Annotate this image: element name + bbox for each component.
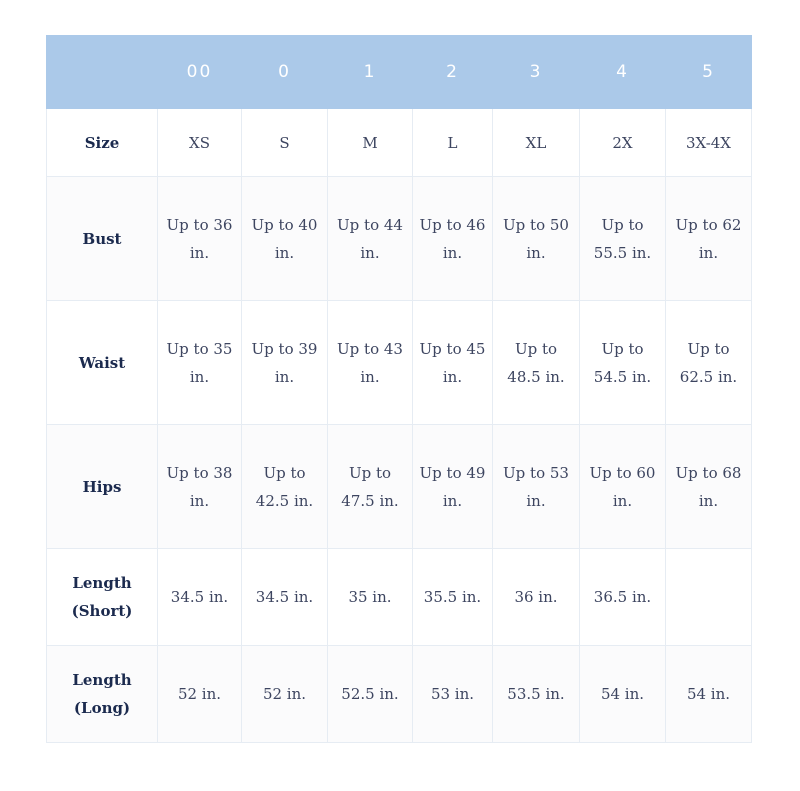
table-row-waist: [47, 301, 752, 425]
table-cell: [666, 549, 752, 646]
table-cell: Up to 45 in.: [413, 301, 493, 425]
row-label-hips: Hips: [47, 425, 158, 549]
table-cell: L: [413, 109, 493, 177]
table-row-bust: [47, 177, 752, 301]
header-size-3: 3: [493, 36, 580, 109]
table-cell: Up to 38 in.: [158, 425, 242, 549]
table-cell: 36 in.: [493, 549, 580, 646]
table-cell: Up to 36 in.: [158, 177, 242, 301]
table-row-length-short: [47, 549, 752, 646]
table-cell: XS: [158, 109, 242, 177]
table-cell: Up to 44 in.: [328, 177, 413, 301]
table-cell: 2X: [580, 109, 666, 177]
table-cell: 52 in.: [158, 646, 242, 743]
header-corner-cell: [47, 36, 158, 109]
table-cell: 53 in.: [413, 646, 493, 743]
table-cell: Up to 68 in.: [666, 425, 752, 549]
table-cell: Up to 54.5 in.: [580, 301, 666, 425]
table-cell: Up to 62.5 in.: [666, 301, 752, 425]
row-label-length-long: Length (Long): [47, 646, 158, 743]
row-label-length-short: Length (Short): [47, 549, 158, 646]
table-cell: Up to 47.5 in.: [328, 425, 413, 549]
table-cell: 36.5 in.: [580, 549, 666, 646]
header-size-2: 2: [413, 36, 493, 109]
table-cell: 3X-4X: [666, 109, 752, 177]
table-cell: Up to 53 in.: [493, 425, 580, 549]
header-size-0: 0: [242, 36, 328, 109]
table-cell: 34.5 in.: [158, 549, 242, 646]
table-cell: 35.5 in.: [413, 549, 493, 646]
row-label-waist: Waist: [47, 301, 158, 425]
header-row: [47, 36, 752, 109]
header-size-00: 00: [158, 36, 242, 109]
table-cell: XL: [493, 109, 580, 177]
row-label-size: Size: [47, 109, 158, 177]
table-cell: 54 in.: [580, 646, 666, 743]
table-cell: Up to 60 in.: [580, 425, 666, 549]
size-chart-table: [46, 35, 752, 743]
table-cell: Up to 42.5 in.: [242, 425, 328, 549]
table-cell: Up to 39 in.: [242, 301, 328, 425]
table-cell: Up to 46 in.: [413, 177, 493, 301]
table-row-size: [47, 109, 752, 177]
size-chart-body: [47, 109, 752, 743]
table-cell: Up to 49 in.: [413, 425, 493, 549]
table-cell: 52 in.: [242, 646, 328, 743]
table-cell: Up to 50 in.: [493, 177, 580, 301]
size-chart-header: [47, 36, 752, 109]
table-cell: 54 in.: [666, 646, 752, 743]
table-row-length-long: [47, 646, 752, 743]
table-cell: 35 in.: [328, 549, 413, 646]
table-cell: Up to 48.5 in.: [493, 301, 580, 425]
table-cell: 53.5 in.: [493, 646, 580, 743]
table-row-hips: [47, 425, 752, 549]
table-cell: Up to 43 in.: [328, 301, 413, 425]
table-cell: M: [328, 109, 413, 177]
header-size-5: 5: [666, 36, 752, 109]
table-cell: Up to 35 in.: [158, 301, 242, 425]
header-size-4: 4: [580, 36, 666, 109]
table-cell: Up to 40 in.: [242, 177, 328, 301]
table-cell: Up to 55.5 in.: [580, 177, 666, 301]
row-label-bust: Bust: [47, 177, 158, 301]
table-cell: Up to 62 in.: [666, 177, 752, 301]
table-cell: S: [242, 109, 328, 177]
table-cell: 52.5 in.: [328, 646, 413, 743]
header-size-1: 1: [328, 36, 413, 109]
table-cell: 34.5 in.: [242, 549, 328, 646]
